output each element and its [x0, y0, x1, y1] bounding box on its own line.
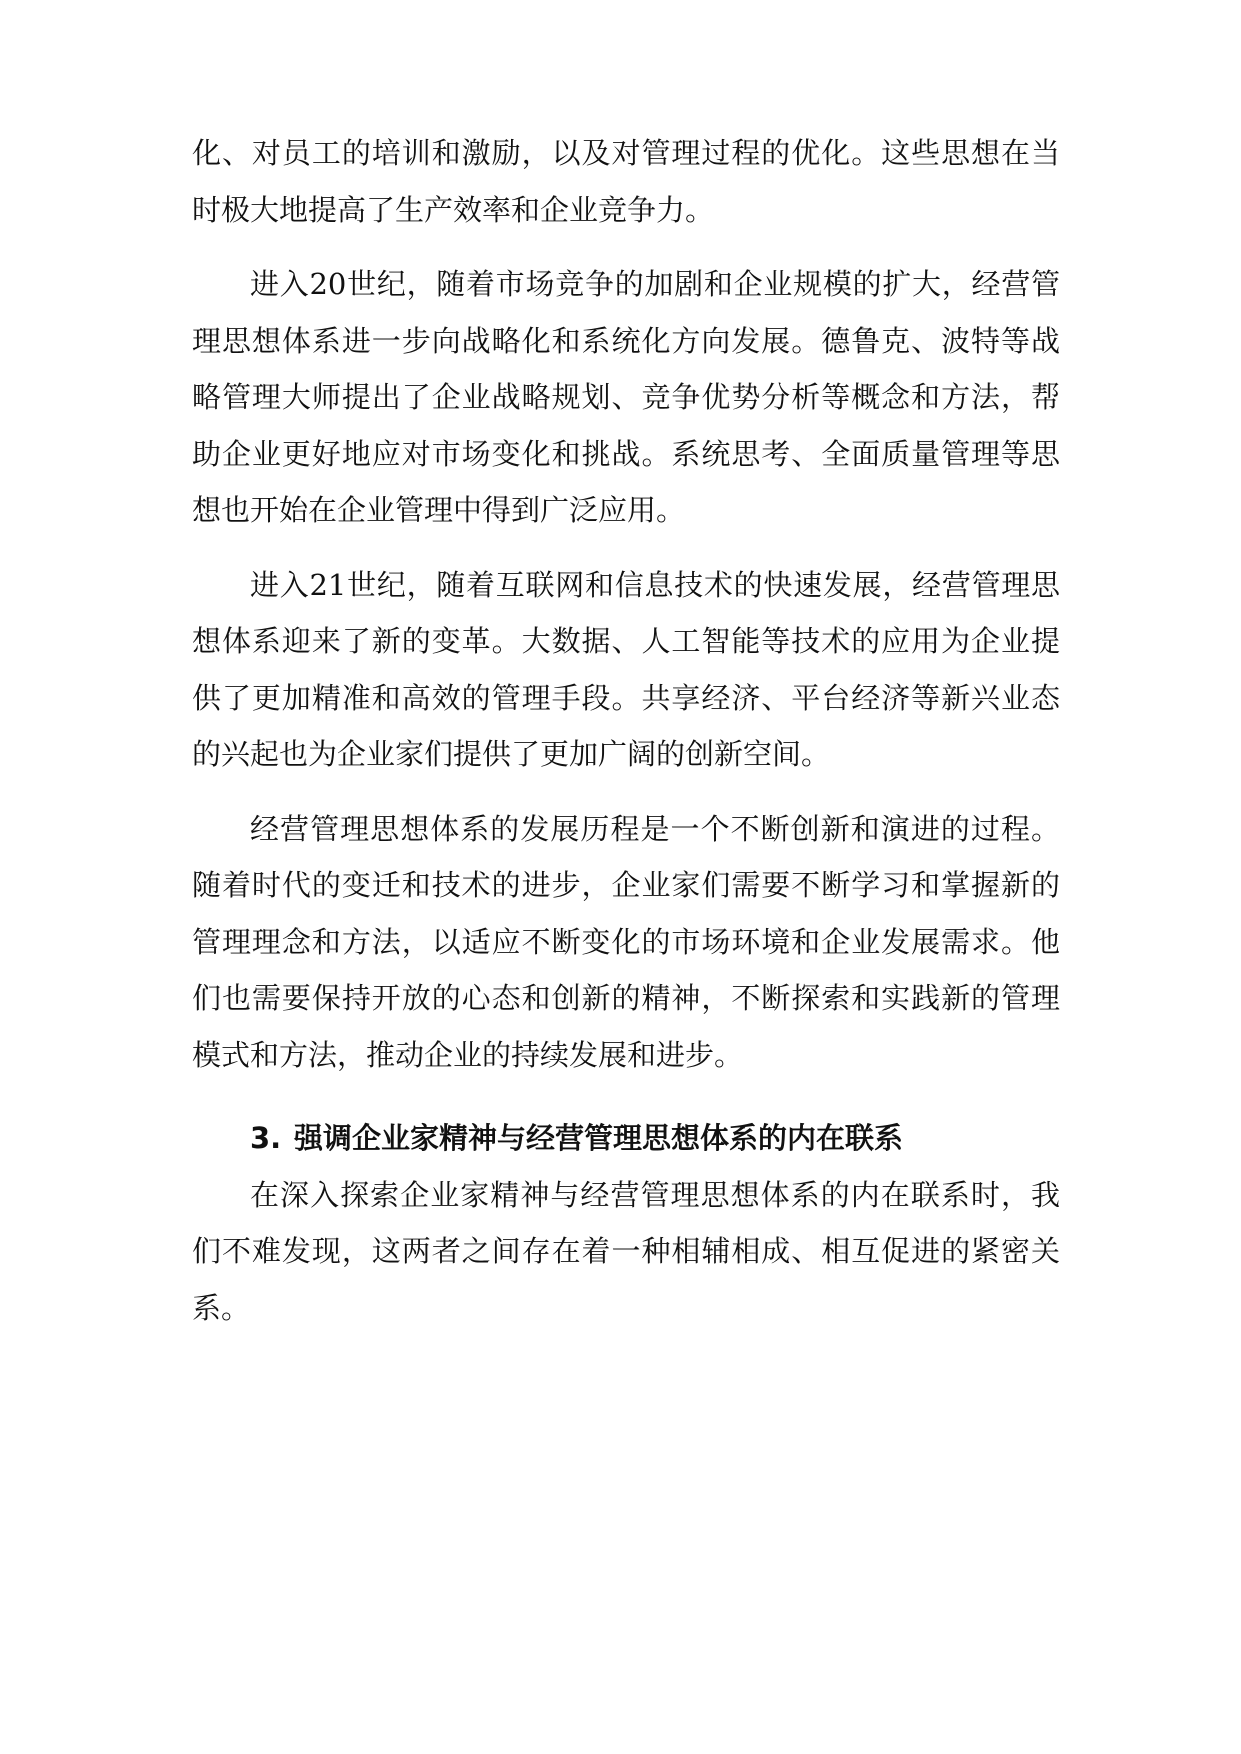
- paragraph-20th-century: 进入20世纪，随着市场竞争的加剧和企业规模的扩大，经营管理思想体系进一步向战略化和系统化方向发展。德鲁克、波特等战略管理大师提出了企业战略规划、竞争优势分析等概念和方法，帮助企业更好地应对市场变化和挑战。系统思考、全面质量管理等思想也开始在企业管理中得到广泛应用。: [192, 267, 1060, 527]
- section-heading-title: 强调企业家精神与经营管理思想体系的内在联系: [294, 1121, 904, 1155]
- paragraph-inner-connection: 在深入探索企业家精神与经营管理思想体系的内在联系时，我们不难发现，这两者之间存在着一种相辅相成、相互促进的紧密关系。: [192, 1177, 1060, 1325]
- paragraph-continuation: 化、对员工的培训和激励，以及对管理过程的优化。这些思想在当时极大地提高了生产效率和企业竞争力。: [192, 136, 1060, 227]
- paragraph-21st-century: 进入21世纪，随着互联网和信息技术的快速发展，经营管理思想体系迎来了新的变革。大数据、人工智能等技术的应用为企业提供了更加精准和高效的管理手段。共享经济、平台经济等新兴业态的兴起也为企业家们提供了更加广阔的创新空间。: [192, 567, 1060, 771]
- section-heading-number: 3.: [250, 1121, 282, 1155]
- document-body: [192, 125, 1060, 1336]
- paragraph-development-process: 经营管理思想体系的发展历程是一个不断创新和演进的过程。随着时代的变迁和技术的进步，企业家们需要不断学习和掌握新的管理理念和方法，以适应不断变化的市场环境和企业发展需求。他们也需要保持开放的心态和创新的精神，不断探索和实践新的管理模式和方法，推动企业的持续发展和进步。: [192, 811, 1060, 1072]
- section-heading: [192, 1110, 1060, 1167]
